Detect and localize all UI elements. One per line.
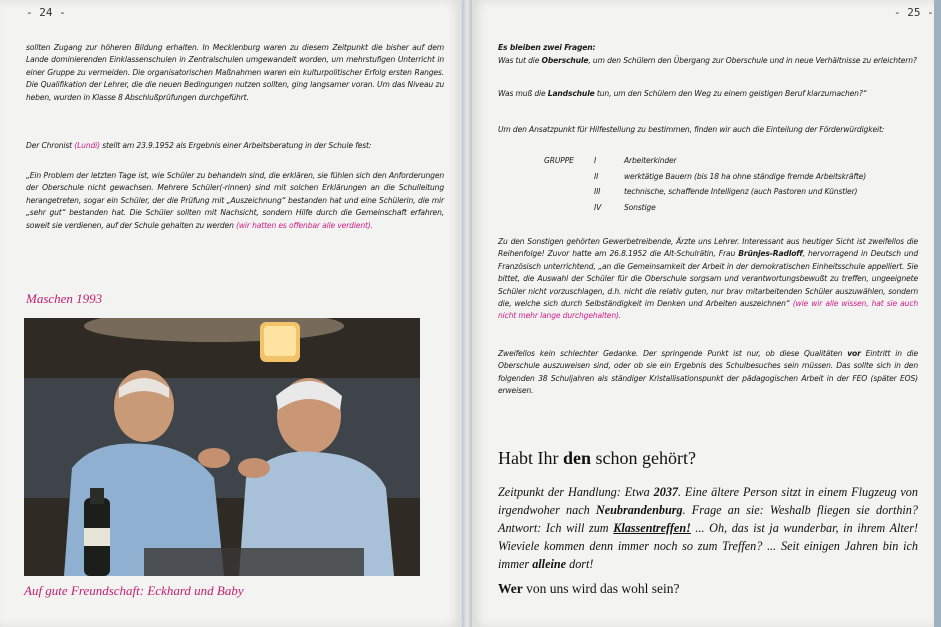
paragraph-chronist	[26, 140, 444, 152]
joke-heading-start: Habt Ihr	[498, 448, 563, 468]
zweifellos-keyword: vor	[847, 349, 861, 358]
book-gutter	[462, 0, 472, 627]
group-number: III	[594, 187, 601, 196]
question-1-start: Was tut die	[498, 56, 542, 65]
photo-illustration	[24, 318, 420, 576]
question-2-end: tun, um den Schülern den Weg zu einem geistigen Beruf klarzumachen?“	[594, 89, 867, 98]
joke-heading-keyword: den	[562, 448, 591, 468]
joke-part-2: . Eine ältere Person sitzt in einem Flugzeug von irgendwoher nach	[498, 485, 918, 517]
paragraph-sonstige	[498, 236, 918, 323]
joke-heading-end: schon gehört?	[591, 448, 696, 468]
paragraph-quote	[26, 170, 444, 232]
group-row	[594, 186, 894, 202]
question-2-keyword: Landschule	[547, 89, 595, 98]
joke-part-1: Zeitpunkt der Handlung: Etwa	[498, 485, 654, 499]
intro-text: Um den Ansatzpunkt für Hilfestellung zu bestimmen, finden wir auch die Einteilung der Förderwürdigkeit:	[498, 125, 885, 134]
joke-part-5: dort!	[566, 557, 594, 571]
photo	[24, 318, 420, 576]
question-1-end: , um den Schülern den Übergang zur Oberschule und in neue Verhältnisse zu erleichtern?	[588, 56, 917, 65]
group-text: technische, schaffende Intelligenz (auch Pastoren und Künstler)	[624, 187, 858, 196]
right-page	[472, 0, 934, 627]
final-keyword: Wer	[498, 581, 523, 596]
group-number: I	[594, 156, 597, 165]
joke-year: 2037	[653, 485, 678, 499]
page-number-left: - 24 -	[26, 6, 66, 19]
person-name: Brünjes-Radloff	[738, 249, 803, 259]
group-number: IV	[594, 202, 602, 212]
group-text: Arbeiterkinder	[624, 156, 677, 165]
paragraph-zweifellos	[498, 348, 918, 398]
photo-title: Maschen 1993	[26, 291, 103, 306]
joke-event: Klassentreffen!	[613, 521, 691, 535]
group-row	[594, 202, 894, 218]
joke-part-3: . Frage an sie: Weshalb fliegen sie dorthin? Antwort: Ich will zum	[498, 503, 918, 535]
question-2	[498, 88, 918, 100]
chronist-name: (Lundi)	[74, 141, 100, 150]
group-row	[594, 171, 894, 187]
joke-alone: alleine	[532, 557, 567, 571]
group-text: Sonstige	[624, 202, 656, 212]
final-question	[498, 580, 679, 598]
page-edge	[934, 0, 941, 627]
quote-remark: (wir hatten es offenbar alle verdient).	[236, 220, 373, 230]
left-page	[0, 0, 462, 627]
chronist-text-end: stellt am 23.9.1952 als Ergebnis einer Arbeitsberatung in der Schule fest:	[99, 141, 372, 150]
sonstige-text-start: Zu den Sonstigen gehörten Gewerbetreibende, Ärzte uns Lehrer. Interessant aus heutiger Sicht ist zweifellos die Reihenfolge! Zuvor hatte am 26.8.1952 die Alt-Schulrätin, Frau	[498, 237, 918, 259]
joke-text	[498, 483, 918, 573]
group-text: werktätige Bauern (bis 18 ha ohne ständige fremde Arbeitskräfte)	[624, 171, 867, 181]
groups-list	[594, 155, 894, 217]
joke-city: Neubrandenburg	[595, 503, 683, 517]
sonstige-remark: (wie wir alle wissen, hat sie auch nicht mehr lange durchgehalten).	[498, 299, 919, 321]
photo-caption: Auf gute Freundschaft: Eckhard und Baby	[24, 583, 244, 598]
questions-heading: Es bleiben zwei Fragen:	[498, 43, 596, 52]
page-number-right: - 25 -	[894, 6, 934, 19]
group-row	[594, 155, 894, 171]
groups-label: GRUPPE	[544, 156, 574, 165]
joke-part-4: ... Oh, das ist ja wunderbar, in ihrem Alter! Wieviele kommen denn immer noch so zum Treffen? ... Seit einigen Jahren bin ich immer	[498, 521, 918, 571]
question-1-keyword: Oberschule	[541, 56, 589, 65]
group-number: II	[594, 171, 599, 181]
question-2-start: Was muß die	[498, 89, 548, 98]
sonstige-text-end: , hervorragend in Deutsch und Französisch unterrichtend, „an die Gemeinsamkeit der Arbeit in der demokratischen Einheitsschule appelliert. Sie bittet, die Auswahl der Schüler für die Oberschule sorgsam und verantwortungsbewußt zu treffen, ungeeignete Schüler nicht vorzuschlagen, d.h. nicht die relativ guten, nur brav mitarbeitenden Schüler auszuwählen, sondern die, welche sich durch Selbständigkeit im Denken und Arbeiten auszeichnen“	[498, 249, 918, 309]
zweifellos-text-start: Zweifellos kein schlechter Gedanke. Der springende Punkt ist nur, ob diese Qualitäten	[498, 349, 848, 358]
final-text: von uns wird das wohl sein?	[522, 581, 680, 596]
chronist-text-start: Der Chronist	[26, 141, 75, 150]
paragraph-education: sollten Zugang zur höheren Bildung erhalten. In Mecklenburg waren zu diesem Zeitpunkt die bisher auf dem Lande dominierenden Einklassenschulen in Zentralschulen umgewandelt worden, um mehrstufigen Unterricht in einer Gruppe zu vermeiden. Die organisatorischen Maßnahmen waren ein kulturpolitischer Erfolg ersten Ranges. Die Qualifikation der Lehrer, die die neuen Bedingungen nutzen sollten, ging langsamer voran. Um das Niveau zu heben, wurden in Klasse 8 Abschlußprüfungen durchgeführt.	[26, 43, 444, 102]
zweifellos-text-end: Eintritt in die Oberschule auszuweisen sind, oder ob sie ein Ergebnis des Schulbesuches sein müssen. Das sollte sich in den folgenden 38 Schuljahren als ständiger Kristallisationspunkt der pädagogischen Arbeit in der FEO (später EOS) erweisen.	[498, 349, 918, 396]
quote-text: „Ein Problem der letzten Tage ist, wie Schüler zu behandeln sind, die erklären, sie fühlen sich den Anforderungen der Oberschule nicht gewachsen. Mehrere Schüler(-rinnen) sind mit solchen Erklärungen an die Schulleitung herangetreten, sogar ein Schüler, der die Prüfung mit „Auszeichnung“ bestanden hat und eine Schülerin, die mir „sehr gut“ bestanden hat. Die Schüler sollten mit Nachsicht, sondern Hilfe durch die Gemeinschaft erfahren, soweit sie verdienen, auf der Schule gehalten zu werden	[26, 171, 444, 230]
question-1	[498, 55, 918, 67]
joke-heading	[498, 448, 696, 469]
